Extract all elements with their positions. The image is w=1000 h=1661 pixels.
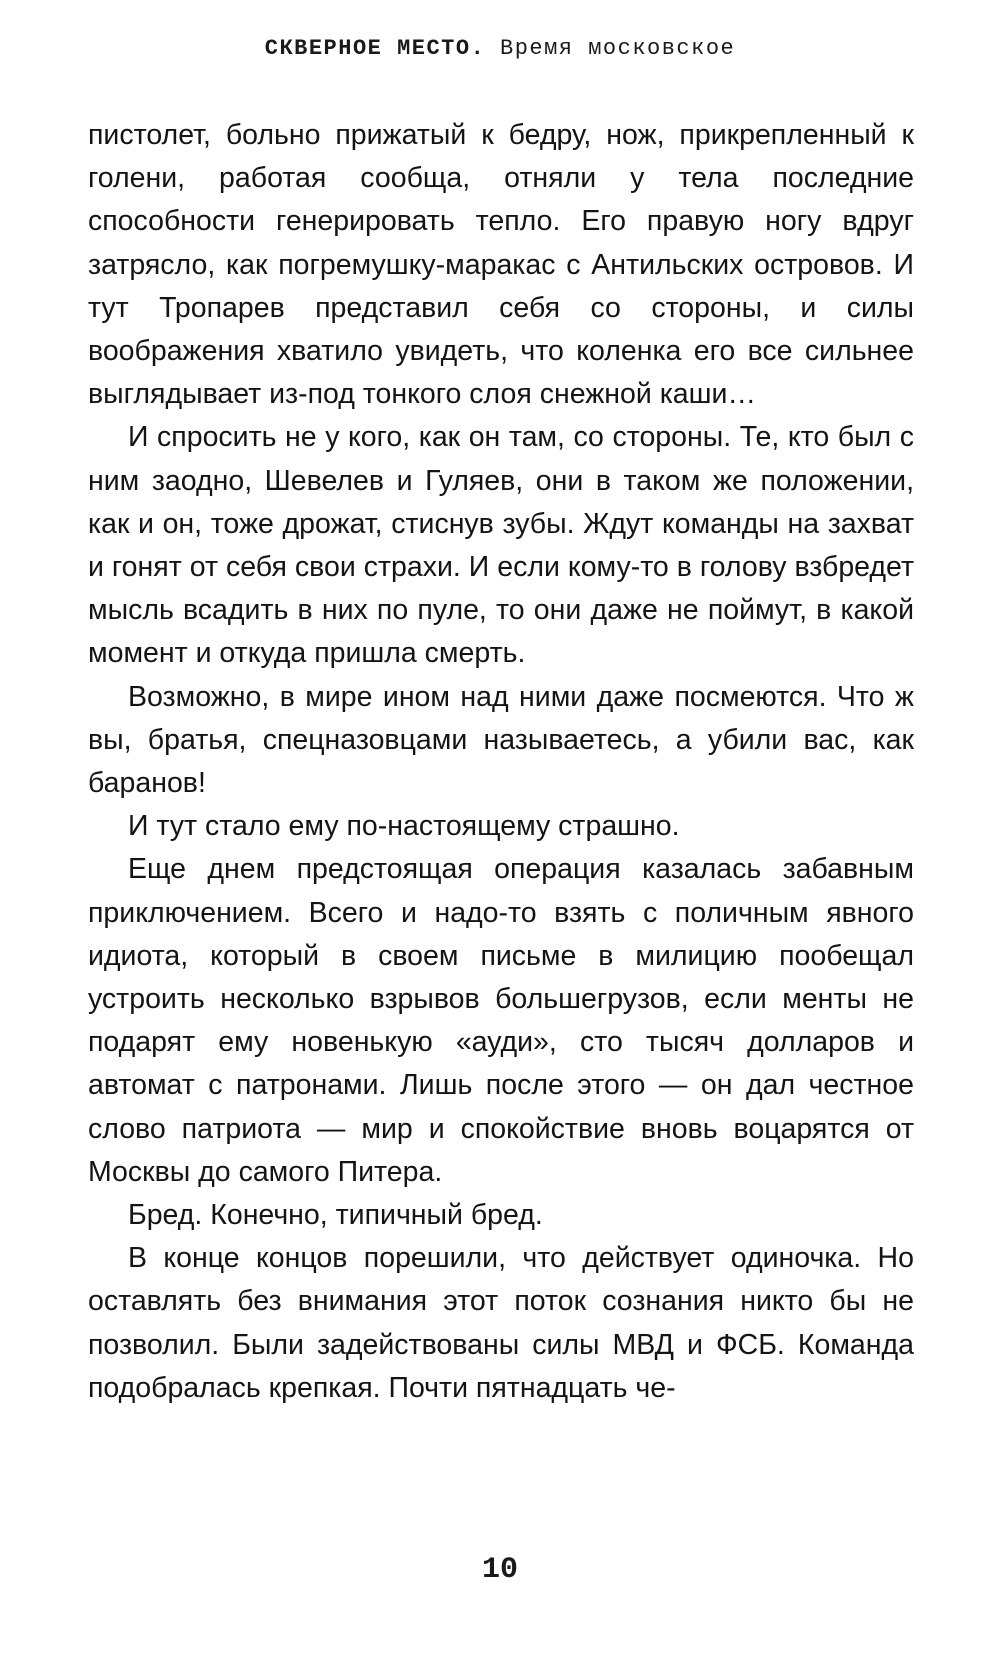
page-number: 10 (481, 1553, 518, 1587)
paragraph: И тут стало ему по-настоящему страшно. (128, 810, 680, 843)
paragraph: Возможно, в мире ином над ними даже посмеются. Что ж вы, братья, спецназовцами называетесь, а убили вас, как баранов! (88, 680, 914, 800)
paragraph: В конце концов порешили, что действует одиночка. Но оставлять без внимания этот поток сознания никто бы не позволил. Были задействованы силы МВД и ФСБ. Команда подобралась крепкая. Почти пятнадцать че- (88, 1242, 914, 1404)
page-body (88, 114, 914, 1410)
paragraph: Бред. Конечно, типичный бред. (128, 1199, 543, 1232)
book-title: СКВЕРНОЕ МЕСТО. (264, 36, 486, 61)
paragraph: Еще днем предстоящая операция казалась забавным приключением. Всего и надо-то взять с поличным явного идиота, который в своем письме в милицию пообещал устроить несколько взрывов большегрузов, если менты не подарят ему новенькую «ауди», сто тысяч долларов и автомат с патронами. Лишь после этого — он дал честное слово патриота — мир и спокойствие вновь воцарятся от Москвы до самого Питера. (88, 853, 914, 1188)
paragraph: пистолет, больно прижатый к бедру, нож, прикрепленный к голени, работая сообща, отняли у тела последние способности генерировать тепло. Его правую ногу вдруг затрясло, как погремушку-маракас с Антильских островов. И тут Тропарев представил себя со стороны, и силы воображения хватило увидеть, что коленка его все сильнее выглядывает из-под тонкого слоя снежной каши… (88, 119, 914, 411)
running-header (0, 36, 1000, 61)
paragraph: И спросить не у кого, как он там, со стороны. Те, кто был с ним заодно, Шевелев и Гуляев, они в таком же положении, как и он, тоже дрожат, стиснув зубы. Ждут команды на захват и гонят от себя свои страхи. И если кому-то в голову взбредет мысль всадить в них по пуле, то они даже не поймут, в какой момент и откуда пришла смерть. (88, 421, 914, 670)
section-title: Время московское (500, 36, 736, 61)
